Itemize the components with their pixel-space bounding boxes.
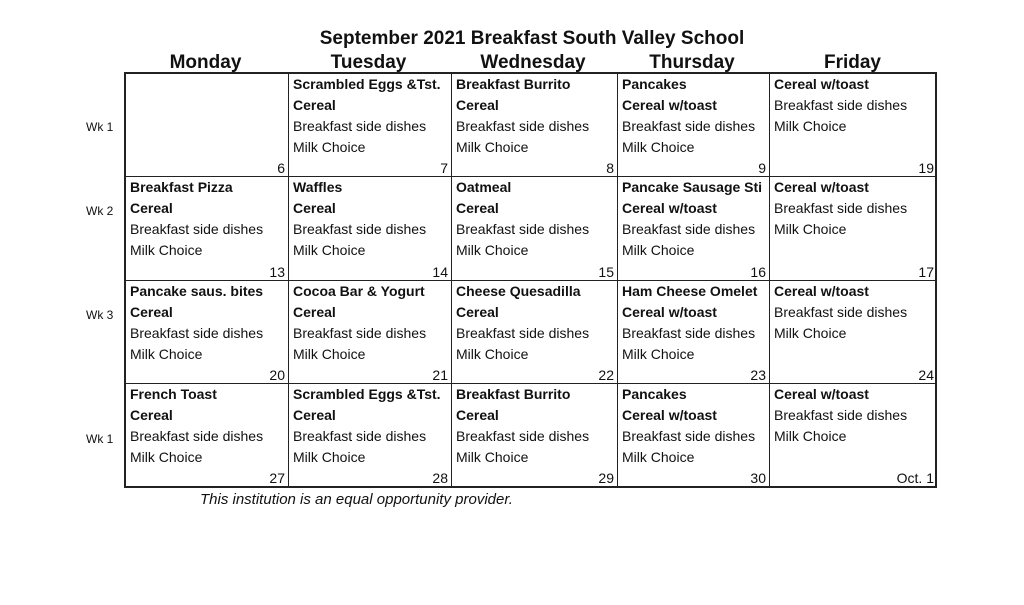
menu-item: Cheese Quesadilla [456, 283, 581, 299]
day-cell [452, 281, 618, 384]
day-cell [126, 281, 289, 384]
date-number: 21 [432, 367, 448, 383]
menu-item: Milk Choice [130, 346, 203, 362]
menu-item: Cereal w/toast [622, 200, 717, 216]
menu-item: Breakfast Burrito [456, 76, 571, 92]
day-cell [126, 384, 289, 486]
menu-item: Cereal w/toast [774, 386, 869, 402]
menu-item: French Toast [130, 386, 217, 402]
date-number: 6 [277, 160, 285, 176]
menu-item: Breakfast side dishes [456, 221, 590, 237]
menu-item: Cereal w/toast [774, 283, 869, 299]
menu-calendar-grid [124, 72, 937, 488]
menu-item: Breakfast side dishes [774, 200, 908, 216]
menu-item: Breakfast side dishes [293, 325, 427, 341]
menu-item: Breakfast side dishes [456, 118, 590, 134]
menu-item: Breakfast side dishes [622, 221, 756, 237]
menu-item: Milk Choice [456, 449, 529, 465]
week-label: Wk 1 [86, 432, 114, 446]
menu-item: Breakfast side dishes [293, 118, 427, 134]
menu-item: Pancakes [622, 76, 687, 92]
date-number: 15 [598, 264, 614, 280]
menu-item: Milk Choice [622, 346, 695, 362]
menu-item: Milk Choice [774, 118, 847, 134]
menu-item: Milk Choice [774, 325, 847, 341]
menu-item: Milk Choice [130, 242, 203, 258]
menu-item: Cereal w/toast [774, 76, 869, 92]
week-label: Wk 2 [86, 204, 114, 218]
menu-item: Cereal [456, 200, 499, 216]
day-cell [452, 384, 618, 486]
date-number: 17 [918, 264, 934, 280]
day-cell [770, 74, 937, 177]
menu-item: Oatmeal [456, 179, 512, 195]
week-label: Wk 3 [86, 308, 114, 322]
menu-item: Breakfast side dishes [622, 428, 756, 444]
menu-item: Breakfast side dishes [293, 428, 427, 444]
day-cell [126, 177, 289, 281]
day-header-tuesday: Tuesday [330, 52, 407, 73]
menu-item: Milk Choice [293, 139, 366, 155]
menu-item: Milk Choice [293, 346, 366, 362]
date-number: 24 [918, 367, 934, 383]
date-number: 19 [918, 160, 934, 176]
menu-item: Cereal [456, 97, 499, 113]
day-cell [770, 384, 937, 486]
menu-item: Breakfast side dishes [293, 221, 427, 237]
menu-item: Milk Choice [774, 221, 847, 237]
menu-item: Cereal [293, 97, 336, 113]
menu-item: Cereal [130, 200, 173, 216]
day-cell [126, 74, 289, 177]
day-cell [452, 177, 618, 281]
menu-item: Breakfast side dishes [774, 407, 908, 423]
day-header-monday: Monday [169, 52, 242, 73]
date-number: 30 [750, 470, 766, 486]
date-number: 29 [598, 470, 614, 486]
day-cell [770, 281, 937, 384]
date-number: 20 [269, 367, 285, 383]
menu-item: Breakfast side dishes [130, 325, 264, 341]
menu-item: Cocoa Bar & Yogurt [293, 283, 425, 299]
date-number: 23 [750, 367, 766, 383]
menu-item: Breakfast side dishes [622, 325, 756, 341]
menu-item: Cereal [456, 407, 499, 423]
menu-item: Breakfast side dishes [774, 97, 908, 113]
day-cell [618, 74, 770, 177]
menu-item: Cereal [130, 304, 173, 320]
menu-item: Breakfast side dishes [130, 428, 264, 444]
menu-item: Breakfast side dishes [456, 325, 590, 341]
day-cell [289, 177, 452, 281]
menu-item: Scrambled Eggs &Tst. [293, 386, 441, 402]
day-header-wednesday: Wednesday [480, 52, 586, 73]
menu-item: Breakfast side dishes [456, 428, 590, 444]
menu-item: Milk Choice [456, 346, 529, 362]
menu-item: Milk Choice [622, 449, 695, 465]
menu-item: Milk Choice [456, 139, 529, 155]
day-cell [289, 384, 452, 486]
menu-item: Cereal [293, 407, 336, 423]
date-number: 27 [269, 470, 285, 486]
menu-item: Milk Choice [622, 139, 695, 155]
menu-item: Cereal [456, 304, 499, 320]
menu-item: Ham Cheese Omelet [622, 283, 758, 299]
date-number: 7 [440, 160, 448, 176]
day-cell [618, 177, 770, 281]
menu-item: Cereal w/toast [622, 97, 717, 113]
date-number: 9 [758, 160, 766, 176]
menu-item: Pancakes [622, 386, 687, 402]
day-cell [770, 177, 937, 281]
menu-item: Cereal w/toast [622, 304, 717, 320]
date-number: Oct. 1 [896, 470, 934, 486]
menu-item: Cereal [293, 200, 336, 216]
page-title: September 2021 Breakfast South Valley School [319, 28, 745, 49]
date-number: 14 [432, 264, 448, 280]
date-number: 16 [750, 264, 766, 280]
day-cell [452, 74, 618, 177]
menu-item: Pancake Sausage Sti [622, 179, 763, 195]
menu-item: Breakfast Pizza [130, 179, 233, 195]
menu-item: Milk Choice [293, 449, 366, 465]
menu-item: Milk Choice [130, 449, 203, 465]
menu-item: Milk Choice [774, 428, 847, 444]
menu-item: Pancake saus. bites [130, 283, 264, 299]
menu-item: Milk Choice [456, 242, 529, 258]
menu-item: Scrambled Eggs &Tst. [293, 76, 441, 92]
day-header-thursday: Thursday [649, 52, 735, 73]
date-number: 13 [269, 264, 285, 280]
menu-item: Waffles [293, 179, 343, 195]
day-cell [618, 281, 770, 384]
date-number: 28 [432, 470, 448, 486]
day-cell [289, 281, 452, 384]
menu-item: Cereal w/toast [622, 407, 717, 423]
menu-item: Breakfast Burrito [456, 386, 571, 402]
menu-item: Milk Choice [293, 242, 366, 258]
day-cell [289, 74, 452, 177]
day-cell [618, 384, 770, 486]
footer-note: This institution is an equal opportunity provider. [200, 491, 513, 508]
menu-item: Breakfast side dishes [130, 221, 264, 237]
menu-item: Breakfast side dishes [622, 118, 756, 134]
menu-item: Milk Choice [622, 242, 695, 258]
date-number: 22 [598, 367, 614, 383]
menu-item: Cereal [293, 304, 336, 320]
menu-item: Cereal w/toast [774, 179, 869, 195]
date-number: 8 [606, 160, 614, 176]
week-label: Wk 1 [86, 120, 114, 134]
menu-item: Breakfast side dishes [774, 304, 908, 320]
day-header-friday: Friday [823, 52, 882, 73]
menu-item: Cereal [130, 407, 173, 423]
